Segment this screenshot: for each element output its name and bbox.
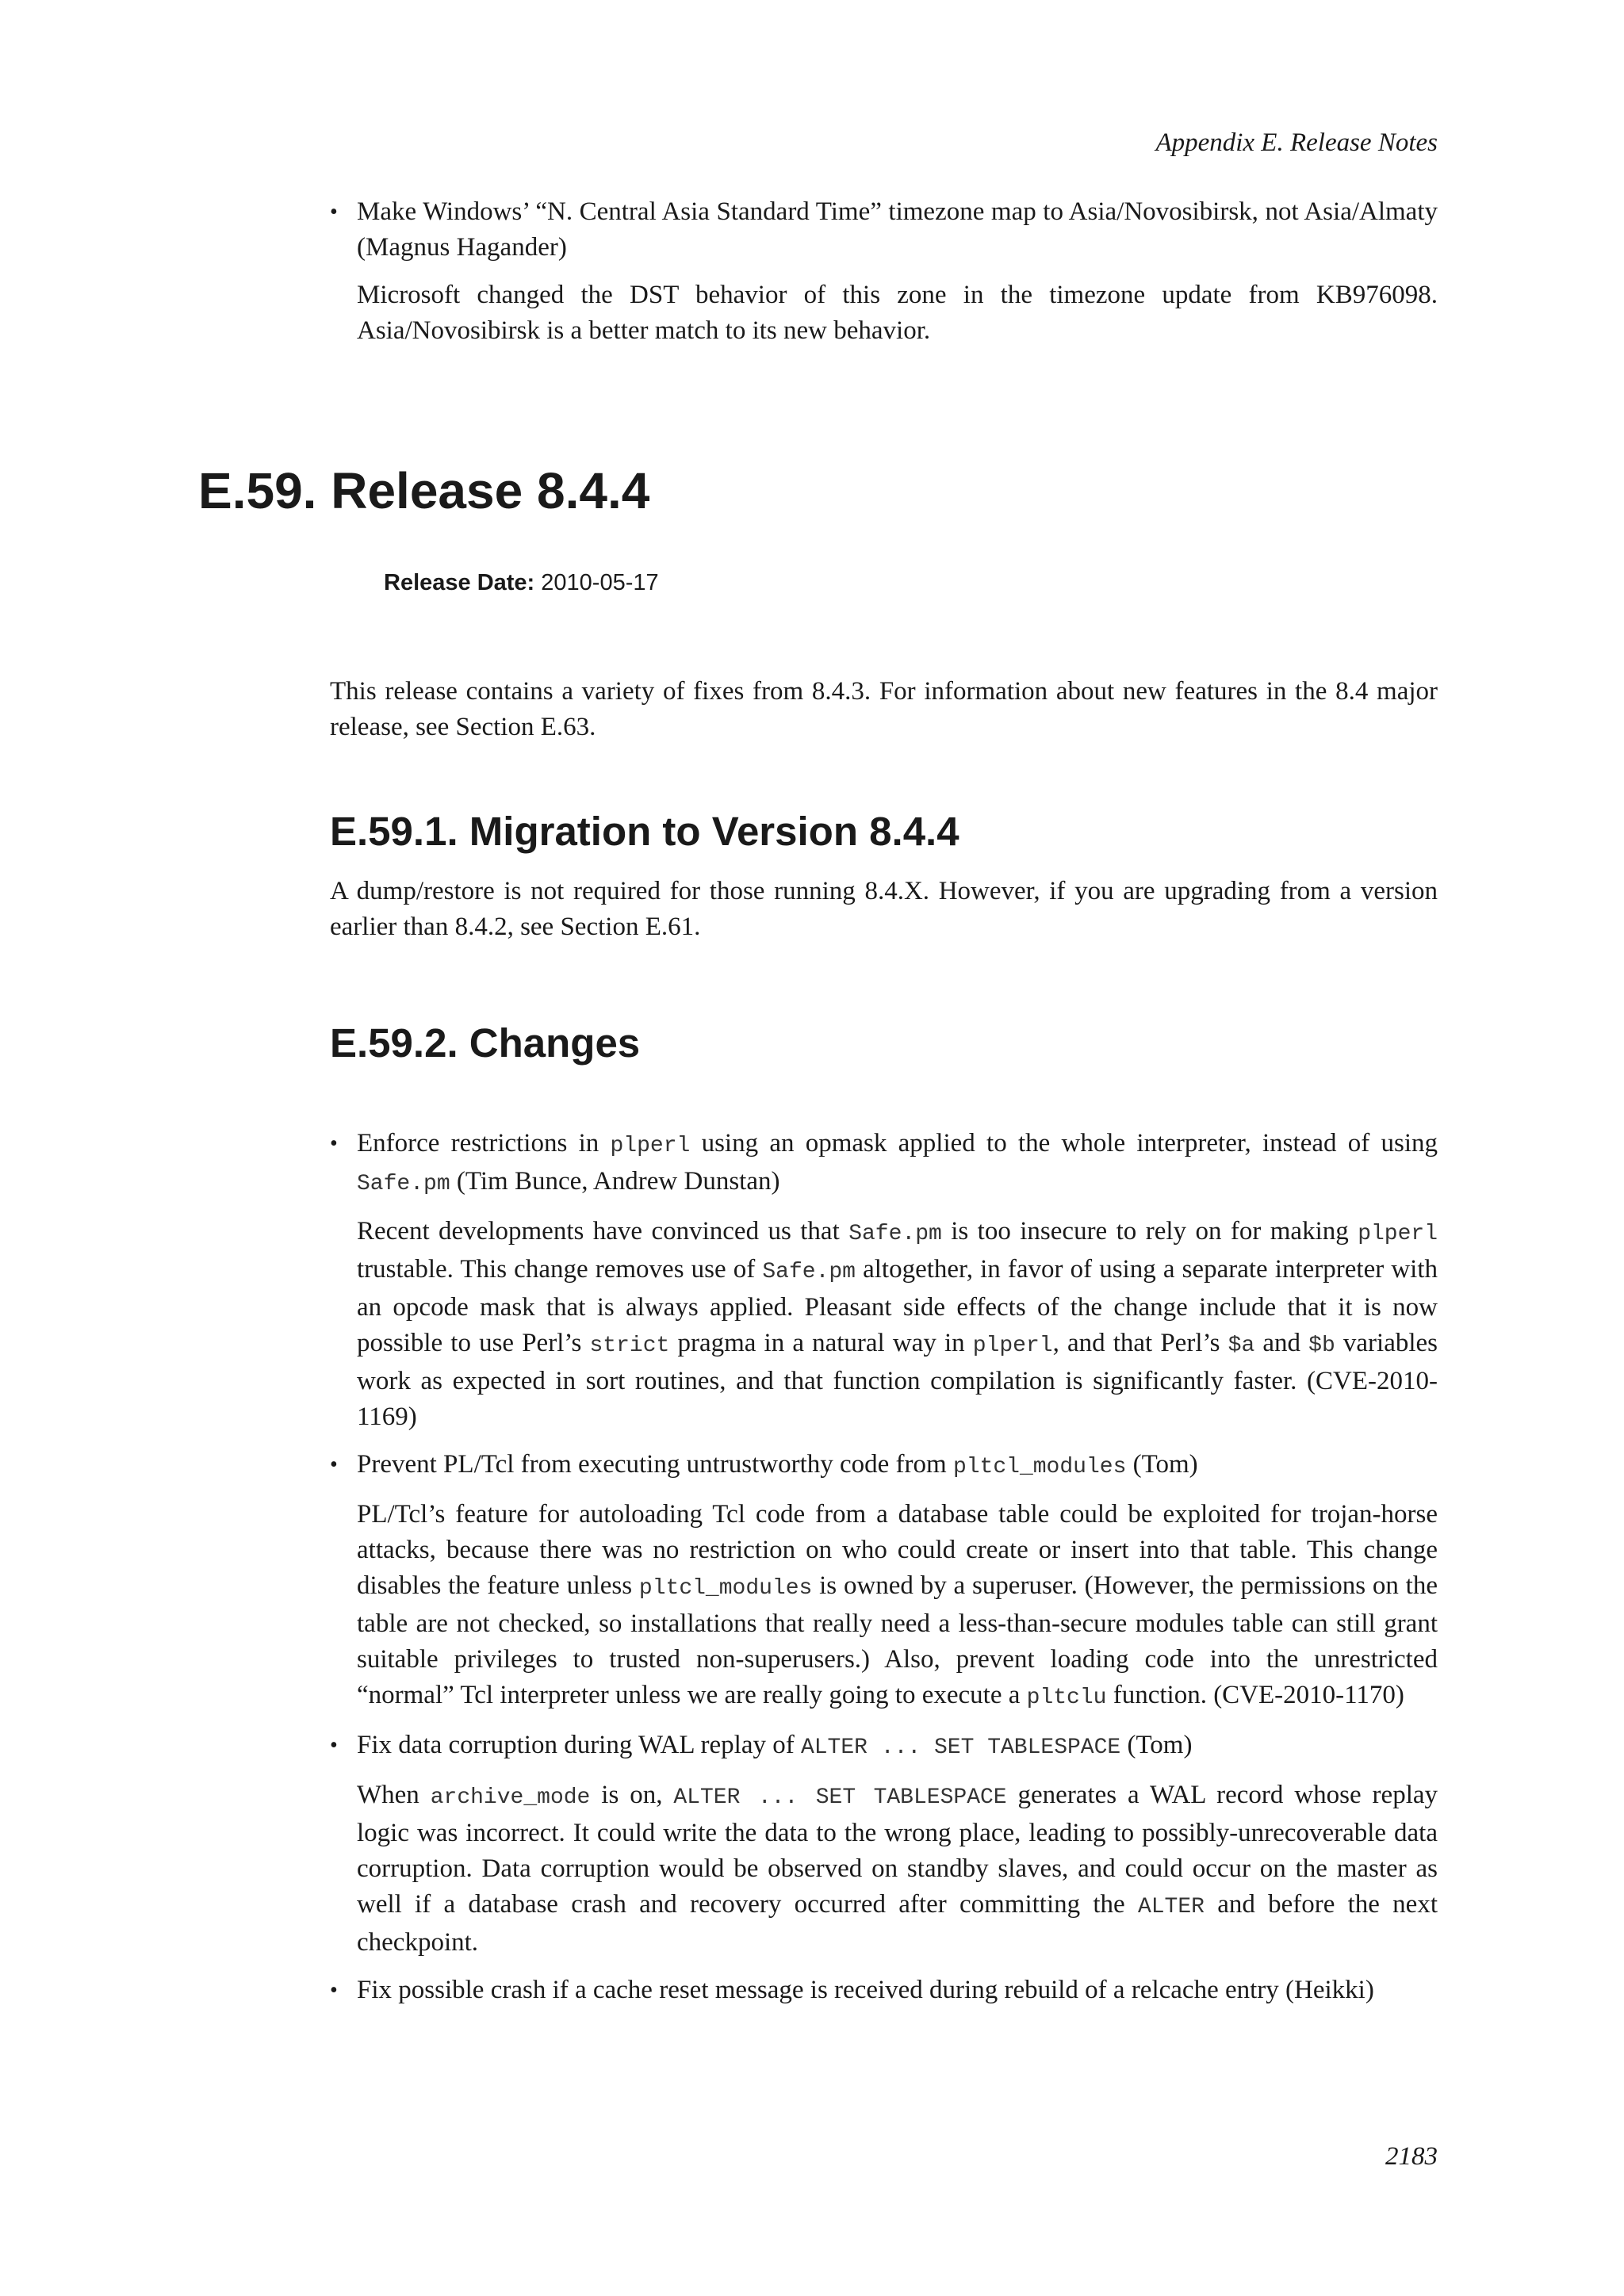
item-title: Prevent PL/Tcl from executing untrustworthy code from pltcl_modules (Tom): [357, 1450, 1198, 1479]
page-number: 2183: [1385, 2142, 1438, 2171]
item-description: Recent developments have convinced us that Safe.pm is too insecure to rely on for making plperl trustable. This change removes use of Safe.pm altogether, in favor of using a separate interpreter with an opcode mask that is always applied. Pleasant side effects of the change include that it is now possible to use Perl’s strict pragma in a natural way in plperl, and that Perl’s $a and $b variables work as expected in sort routines, and that function compilation is significantly faster. (CVE-2010-1169): [357, 1217, 1438, 1431]
item-description: Microsoft changed the DST behavior of this zone in the timezone update from KB976098. Asia/Novosibirsk is a better match to its new behavior.: [357, 281, 1438, 345]
migration-title: E.59.1. Migration to Version 8.4.4: [330, 809, 959, 854]
migration-block: [330, 874, 1438, 945]
running-header: Appendix E. Release Notes: [1155, 128, 1438, 157]
changes-list: [330, 1126, 1438, 2008]
top-item-list: [330, 194, 1438, 349]
list-item: [330, 1728, 1438, 1961]
list-item: [330, 1126, 1438, 1435]
list-item: [330, 1973, 1438, 2008]
release-date: [384, 567, 659, 599]
changes-block: [330, 1126, 1438, 2008]
bullet-glyph: •: [330, 1733, 338, 1758]
migration-paragraph: A dump/restore is not required for those running 8.4.X. However, if you are upgrading from a version earlier than 8.4.2, see Section E.61.: [330, 877, 1438, 941]
list-item: [330, 1447, 1438, 1716]
item-title: Enforce restrictions in plperl using an opmask applied to the whole interpreter, instead of using Safe.pm (Tim Bunce, Andrew Dunstan): [357, 1129, 1438, 1196]
bullet-glyph: •: [330, 1131, 338, 1156]
top-item-block: [330, 194, 1438, 349]
intro-paragraph: This release contains a variety of fixes from 8.4.3. For information about new features in the 8.4 major release, see Section E.63.: [330, 677, 1438, 741]
item-description: When archive_mode is on, ALTER ... SET TABLESPACE generates a WAL record whose replay logic was incorrect. It could write the data to the wrong place, leading to possibly-unrecoverable data corruption. Data corruption would be observed on standby slaves, and could occur on the master as well if a database crash and recovery occurred after committing the ALTER and before the next checkpoint.: [357, 1781, 1438, 1957]
item-description: PL/Tcl’s feature for autoloading Tcl code from a database table could be exploited for trojan-horse attacks, because there was no restriction on who could create or insert into that table. This change disables the feature unless pltcl_modules is owned by a superuser. (However, the permissions on the table are not checked, so installations that really need a less-than-secure modules table can still grant suitable privileges to trusted non-superusers.) Also, prevent loading code into the unrestricted “normal” Tcl interpreter unless we are really going to execute a pltclu function. (CVE-2010-1170): [357, 1500, 1438, 1710]
release-date-value: 2010-05-17: [541, 570, 659, 595]
item-title: Make Windows’ “N. Central Asia Standard Time” timezone map to Asia/Novosibirsk, not Asia/Almaty (Magnus Hagander): [357, 197, 1438, 262]
bullet-glyph: •: [330, 200, 338, 224]
bullet-glyph: •: [330, 1452, 338, 1477]
intro-block: [330, 674, 1438, 745]
section-title: E.59. Release 8.4.4: [198, 462, 650, 519]
bullet-glyph: •: [330, 1978, 338, 2003]
item-title: Fix possible crash if a cache reset message is received during rebuild of a relcache entry (Heikki): [357, 1976, 1374, 2004]
release-date-label: Release Date:: [384, 570, 535, 595]
changes-title: E.59.2. Changes: [330, 1020, 641, 1066]
list-item: [330, 194, 1438, 349]
item-title: Fix data corruption during WAL replay of ALTER ... SET TABLESPACE (Tom): [357, 1731, 1193, 1760]
